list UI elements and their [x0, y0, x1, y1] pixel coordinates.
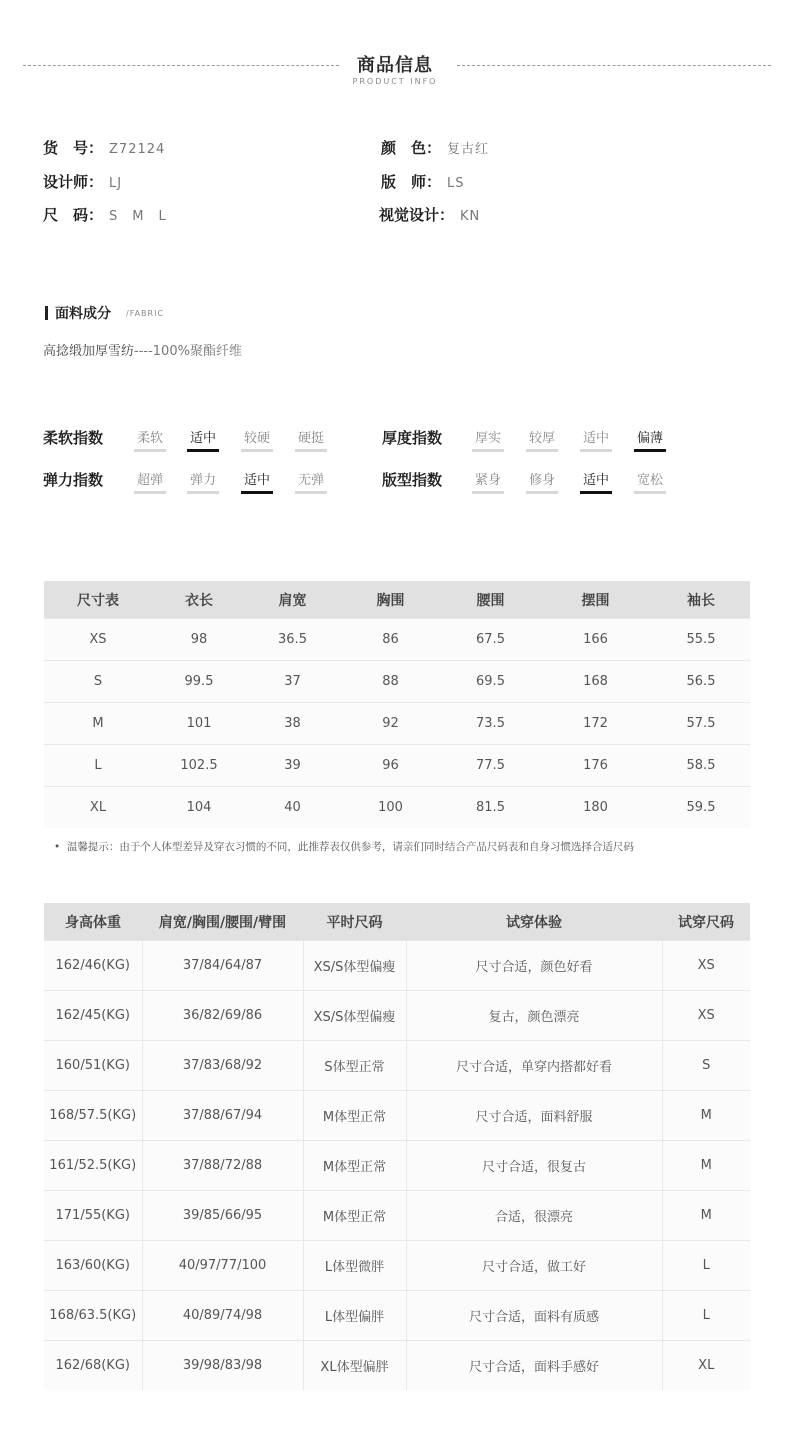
- table-cell: 73.5: [442, 703, 539, 745]
- trial-table: [44, 903, 750, 1390]
- table-row: [44, 1191, 750, 1241]
- table-cell: 37: [246, 661, 339, 703]
- index-label-thickness: 厚度指数: [382, 429, 443, 447]
- column-header: 平时尺码: [303, 903, 406, 941]
- column-header: 衣长: [152, 581, 246, 619]
- table-cell: XS: [662, 991, 750, 1041]
- table-cell: 37/83/68/92: [142, 1041, 303, 1091]
- size-note-text: 温馨提示：由于个人体型差异及穿衣习惯的不同，此推荐表仅供参考，请亲们同时结合产品尺码表和自身习惯选择合适尺码: [66, 841, 634, 853]
- table-row: [44, 1241, 750, 1291]
- table-cell: S: [44, 661, 152, 703]
- info-value: KN: [460, 209, 481, 224]
- info-label: 货 号：: [43, 139, 104, 157]
- table-cell: S: [662, 1041, 750, 1091]
- table-cell: 尺寸合适，做工好: [406, 1241, 662, 1291]
- table-cell: 92: [339, 703, 442, 745]
- index-option: 较硬: [241, 430, 273, 448]
- table-cell: 58.5: [652, 745, 750, 787]
- table-cell: XS/S体型偏瘦: [303, 941, 406, 991]
- table-cell: 162/46(KG): [44, 941, 142, 991]
- index-option-selected: 适中: [241, 472, 273, 490]
- index-option: 较厚: [526, 430, 558, 448]
- index-label-fit: 版型指数: [382, 471, 443, 489]
- table-cell: 81.5: [442, 787, 539, 829]
- column-header: 摆围: [539, 581, 652, 619]
- table-cell: XL体型偏胖: [303, 1341, 406, 1391]
- table-cell: M体型正常: [303, 1091, 406, 1141]
- table-cell: 36.5: [246, 619, 339, 661]
- table-cell: 171/55(KG): [44, 1191, 142, 1241]
- column-header: 试穿尺码: [662, 903, 750, 941]
- table-cell: 57.5: [652, 703, 750, 745]
- table-cell: M: [662, 1091, 750, 1141]
- table-cell: 尺寸合适，单穿内搭都好看: [406, 1041, 662, 1091]
- index-option: 硬挺: [295, 430, 327, 448]
- column-header: 腰围: [442, 581, 539, 619]
- table-cell: 104: [152, 787, 246, 829]
- table-row: [44, 1341, 750, 1391]
- table-row: [44, 1091, 750, 1141]
- table-cell: L体型偏胖: [303, 1291, 406, 1341]
- table-cell: 162/45(KG): [44, 991, 142, 1041]
- table-cell: XS/S体型偏瘦: [303, 991, 406, 1041]
- info-label: 版 师：: [381, 173, 442, 191]
- index-option: 紧身: [472, 472, 504, 490]
- index-option: 弹力: [187, 472, 219, 490]
- table-cell: 37/88/72/88: [142, 1141, 303, 1191]
- table-cell: XL: [662, 1341, 750, 1391]
- info-value: 复古红: [447, 142, 490, 157]
- column-header: 袖长: [652, 581, 750, 619]
- table-cell: 40/97/77/100: [142, 1241, 303, 1291]
- index-option-selected: 偏薄: [634, 430, 666, 448]
- trial-table-header: [44, 903, 750, 941]
- column-header: 肩宽/胸围/腰围/臂围: [142, 903, 303, 941]
- table-cell: 160/51(KG): [44, 1041, 142, 1091]
- column-header: 胸围: [339, 581, 442, 619]
- table-row: [44, 941, 750, 991]
- index-option: 厚实: [472, 430, 504, 448]
- table-cell: 101: [152, 703, 246, 745]
- fabric-marker: [45, 306, 48, 320]
- table-cell: 86: [339, 619, 442, 661]
- index-option-selected: 适中: [580, 472, 612, 490]
- index-option: 适中: [580, 430, 612, 448]
- index-option: 超弹: [134, 472, 166, 490]
- table-cell: L体型微胖: [303, 1241, 406, 1291]
- table-cell: 38: [246, 703, 339, 745]
- info-size: [43, 205, 167, 225]
- index-option-selected: 适中: [187, 430, 219, 448]
- fabric-title: 面料成分: [55, 306, 111, 322]
- table-cell: 162/68(KG): [44, 1341, 142, 1391]
- table-cell: M: [662, 1141, 750, 1191]
- table-cell: 99.5: [152, 661, 246, 703]
- info-label: 颜 色：: [381, 139, 442, 157]
- table-cell: 163/60(KG): [44, 1241, 142, 1291]
- table-cell: XS: [44, 619, 152, 661]
- table-cell: 40/89/74/98: [142, 1291, 303, 1341]
- table-cell: 180: [539, 787, 652, 829]
- table-cell: 168: [539, 661, 652, 703]
- table-row: [44, 703, 750, 745]
- table-cell: 172: [539, 703, 652, 745]
- info-designer: [43, 172, 122, 192]
- table-cell: L: [662, 1241, 750, 1291]
- table-cell: 37/88/67/94: [142, 1091, 303, 1141]
- table-cell: L: [44, 745, 152, 787]
- table-cell: 69.5: [442, 661, 539, 703]
- table-cell: 39: [246, 745, 339, 787]
- table-cell: 40: [246, 787, 339, 829]
- table-cell: M: [44, 703, 152, 745]
- info-label: 尺 码：: [43, 206, 104, 224]
- info-color: [381, 138, 489, 158]
- table-cell: 88: [339, 661, 442, 703]
- table-cell: 168/63.5(KG): [44, 1291, 142, 1341]
- table-row: [44, 1041, 750, 1091]
- column-header: 肩宽: [246, 581, 339, 619]
- info-label: 设计师：: [43, 173, 104, 191]
- table-cell: 39/85/66/95: [142, 1191, 303, 1241]
- table-cell: 尺寸合适，很复古: [406, 1141, 662, 1191]
- table-row: [44, 1141, 750, 1191]
- table-cell: M体型正常: [303, 1141, 406, 1191]
- table-cell: 166: [539, 619, 652, 661]
- table-cell: 37/84/64/87: [142, 941, 303, 991]
- table-cell: 98: [152, 619, 246, 661]
- table-cell: 55.5: [652, 619, 750, 661]
- table-cell: 尺寸合适，面料有质感: [406, 1291, 662, 1341]
- table-cell: 96: [339, 745, 442, 787]
- fabric-name: 高捻缎加厚雪纺: [43, 344, 135, 359]
- index-label-elasticity: 弹力指数: [43, 471, 104, 489]
- table-cell: 100: [339, 787, 442, 829]
- info-value: Z72124: [109, 142, 166, 157]
- table-row: [44, 619, 750, 661]
- table-cell: 168/57.5(KG): [44, 1091, 142, 1141]
- table-row: [44, 991, 750, 1041]
- table-cell: S体型正常: [303, 1041, 406, 1091]
- table-cell: 176: [539, 745, 652, 787]
- size-table: [44, 581, 750, 828]
- table-cell: 尺寸合适，面料舒服: [406, 1091, 662, 1141]
- index-option: 无弹: [295, 472, 327, 490]
- size-note: • 温馨提示：由于个人体型差异及穿衣习惯的不同，此推荐表仅供参考，请亲们同时结合产品尺码表和自身习惯选择合适尺码: [54, 841, 634, 853]
- section-title: 商品信息: [357, 55, 433, 76]
- info-visual: [379, 205, 480, 225]
- table-cell: 尺寸合适，面料手感好: [406, 1341, 662, 1391]
- info-item-no: [43, 138, 165, 158]
- table-cell: 59.5: [652, 787, 750, 829]
- table-cell: XL: [44, 787, 152, 829]
- table-cell: 39/98/83/98: [142, 1341, 303, 1391]
- table-cell: 77.5: [442, 745, 539, 787]
- info-label: 视觉设计：: [379, 206, 455, 224]
- table-cell: 36/82/69/86: [142, 991, 303, 1041]
- table-row: [44, 661, 750, 703]
- fabric-composition: ----100%聚酯纤维: [134, 344, 242, 359]
- table-cell: 合适，很漂亮: [406, 1191, 662, 1241]
- table-row: [44, 745, 750, 787]
- info-value: LJ: [109, 176, 123, 191]
- fabric-title-en: /FABRIC: [126, 309, 165, 318]
- table-cell: 67.5: [442, 619, 539, 661]
- column-header: 试穿体验: [406, 903, 662, 941]
- info-value: S M L: [109, 209, 167, 224]
- table-row: [44, 787, 750, 829]
- table-cell: XS: [662, 941, 750, 991]
- section-subtitle: PRODUCT INFO: [352, 77, 438, 86]
- index-option: 柔软: [134, 430, 166, 448]
- table-cell: 56.5: [652, 661, 750, 703]
- table-cell: 尺寸合适，颜色好看: [406, 941, 662, 991]
- table-cell: L: [662, 1291, 750, 1341]
- index-option: 宽松: [634, 472, 666, 490]
- table-cell: 102.5: [152, 745, 246, 787]
- index-option: 修身: [526, 472, 558, 490]
- table-cell: M: [662, 1191, 750, 1241]
- table-cell: 复古，颜色漂亮: [406, 991, 662, 1041]
- column-header: 身高体重: [44, 903, 142, 941]
- info-value: LS: [447, 176, 465, 191]
- column-header: 尺寸表: [44, 581, 152, 619]
- table-cell: 161/52.5(KG): [44, 1141, 142, 1191]
- table-row: [44, 1291, 750, 1341]
- size-table-header: [44, 581, 750, 619]
- info-pattern: [381, 172, 465, 192]
- table-cell: M体型正常: [303, 1191, 406, 1241]
- index-label-softness: 柔软指数: [43, 429, 104, 447]
- fabric-description: [43, 340, 242, 359]
